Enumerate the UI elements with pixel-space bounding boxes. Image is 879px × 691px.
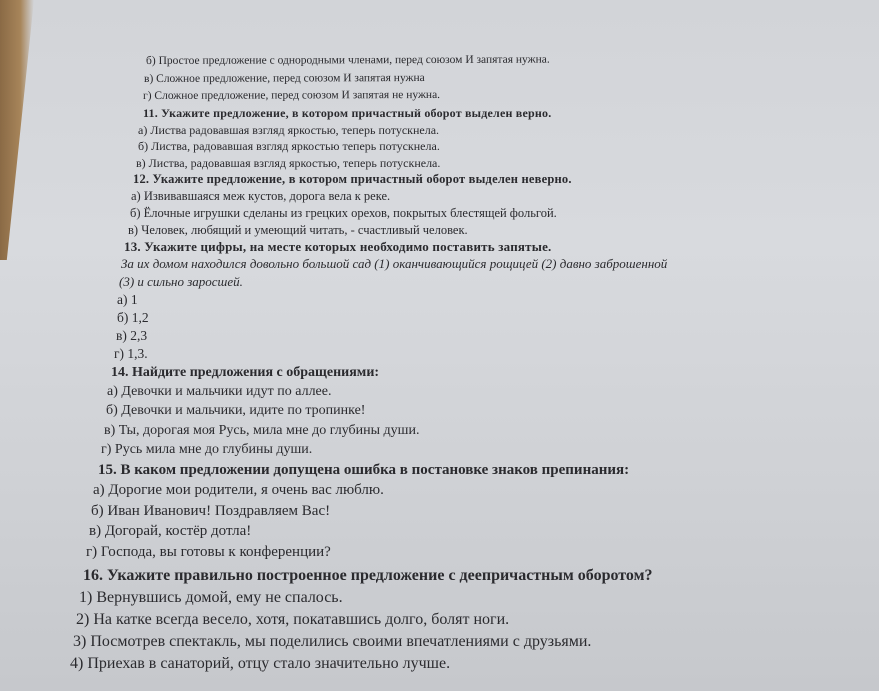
option-line: а) 1 <box>117 292 138 307</box>
option-line: г) Сложное предложение, перед союзом И запятая не нужна. <box>142 88 441 102</box>
desk-edge <box>0 0 34 260</box>
question-16: 16. Укажите правильно построенное предложение с деепричастным оборотом? <box>83 567 653 584</box>
option-line: б) Иван Иванович! Поздравляем Вас! <box>91 503 331 519</box>
option-line: б) Девочки и мальчики, идите по тропинке! <box>106 403 366 418</box>
option-line: а) Извивавшаяся меж кустов, дорога вела к реке. <box>131 189 391 203</box>
option-line: в) Ты, дорогая моя Русь, мила мне до глубины души. <box>104 423 420 438</box>
question-13: 13. Укажите цифры, на месте которых необходимо поставить запятые. <box>124 239 552 254</box>
question-14: 14. Найдите предложения с обращениями: <box>111 365 380 380</box>
option-line: б) Ёлочные игрушки сделаны из грецких орехов, покрытых блестящей фольгой. <box>130 206 557 220</box>
option-line: 2) На катке всегда весело, хотя, покатавшись долго, болят ноги. <box>76 611 510 628</box>
option-line: а) Листва радовавшая взгляд яркостью, теперь потускнела. <box>138 123 440 137</box>
question-11: 11. Укажите предложение, в котором причастный оборот выделен верно. <box>143 106 552 120</box>
option-line: 3) Посмотрев спектакль, мы поделились своими впечатлениями с друзьями. <box>73 633 592 650</box>
option-line: б) Простое предложение с однородными членами, перед союзом И запятая нужна. <box>145 53 550 67</box>
option-line: а) Девочки и мальчики идут по аллее. <box>107 384 332 399</box>
option-line: г) 1,3. <box>114 346 148 361</box>
task-sentence: (3) и сильно заросшей. <box>119 274 243 289</box>
option-line: в) Сложное предложение, перед союзом И запятая нужна <box>143 72 425 85</box>
option-line: г) Русь мила мне до глубины души. <box>101 442 313 457</box>
task-sentence: За их домом находился довольно большой сад (1) оканчивающийся рощицей (2) давно заброшенной <box>121 256 668 271</box>
option-line: б) Листва, радовавшая взгляд яркостью теперь потускнела. <box>138 139 440 153</box>
option-line: в) 2,3 <box>116 328 148 343</box>
question-15: 15. В каком предложении допущена ошибка в постановке знаков препинания: <box>98 462 630 478</box>
option-line: 1) Вернувшись домой, ему не спалось. <box>79 589 343 606</box>
option-line: а) Дорогие мои родители, я очень вас люблю. <box>93 482 384 498</box>
option-line: 4) Приехав в санаторий, отцу стало значительно лучше. <box>70 655 451 672</box>
question-12: 12. Укажите предложение, в котором причастный оборот выделен неверно. <box>133 172 572 186</box>
option-line: г) Господа, вы готовы к конференции? <box>86 544 331 560</box>
option-line: б) 1,2 <box>117 310 149 325</box>
option-line: в) Листва, радовавшая взгляд яркостью, теперь потускнела. <box>136 156 441 170</box>
option-line: в) Человек, любящий и умеющий читать, - счастливый человек. <box>128 223 468 237</box>
option-line: в) Догорай, костёр дотла! <box>89 523 252 539</box>
